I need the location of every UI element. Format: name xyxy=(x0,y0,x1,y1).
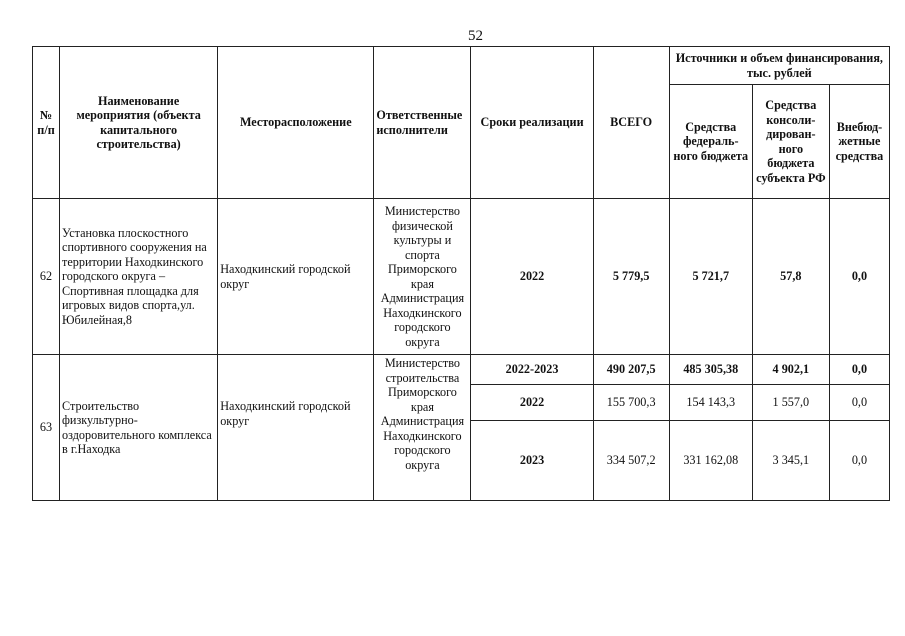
row-period: 2022 xyxy=(471,199,593,355)
header-total: ВСЕГО xyxy=(593,47,669,199)
header-regional: Средства консоли-дирован-ного бюджета субъекта РФ xyxy=(752,85,829,199)
row-federal: 5 721,7 xyxy=(669,199,752,355)
table-row xyxy=(33,199,890,355)
row-no: 62 xyxy=(33,199,60,355)
row-offbudget: 0,0 xyxy=(829,199,889,355)
row-period: 2022-2023 xyxy=(471,355,593,385)
header-offbudget: Внебюд-жетные средства xyxy=(829,85,889,199)
header-name: Наименование мероприятия (объекта капитального строительства) xyxy=(60,47,218,199)
header-federal: Средства федераль-ного бюджета xyxy=(669,85,752,199)
header-responsible: Ответственные исполнители xyxy=(374,47,471,199)
row-name: Строительство физкультурно-оздоровительного комплекса в г.Находка xyxy=(60,355,218,501)
row-period: 2022 xyxy=(471,385,593,421)
header-no: № п/п xyxy=(33,47,60,199)
row-federal: 331 162,08 xyxy=(669,421,752,501)
row-location: Находкинский городской округ xyxy=(218,355,374,501)
row-federal: 154 143,3 xyxy=(669,385,752,421)
row-total: 490 207,5 xyxy=(593,355,669,385)
header-sources: Источники и объем финансирования, тыс. рублей xyxy=(669,47,889,85)
row-total: 155 700,3 xyxy=(593,385,669,421)
row-federal: 485 305,38 xyxy=(669,355,752,385)
financing-table xyxy=(32,46,890,501)
row-responsible: Министерство строительства Приморского края Администрация Находкинского городского округа xyxy=(374,355,471,501)
row-total: 334 507,2 xyxy=(593,421,669,501)
header-location: Месторасположение xyxy=(218,47,374,199)
row-regional: 1 557,0 xyxy=(752,385,829,421)
row-offbudget: 0,0 xyxy=(829,421,889,501)
row-responsible: Министерство физической культуры и спорта Приморского края Администрация Находкинского городского округа xyxy=(374,199,471,355)
row-regional: 3 345,1 xyxy=(752,421,829,501)
row-location: Находкинский городской округ xyxy=(218,199,374,355)
row-period: 2023 xyxy=(471,421,593,501)
row-offbudget: 0,0 xyxy=(829,355,889,385)
row-total: 5 779,5 xyxy=(593,199,669,355)
row-name: Установка плоскостного спортивного сооружения на территории Находкинского городского округа – Спортивная площадка для игровых видов спорта,ул. Юбилейная,8 xyxy=(60,199,218,355)
row-regional: 57,8 xyxy=(752,199,829,355)
row-no: 63 xyxy=(33,355,60,501)
row-offbudget: 0,0 xyxy=(829,385,889,421)
row-regional: 4 902,1 xyxy=(752,355,829,385)
table-row xyxy=(33,355,890,385)
page-number: 52 xyxy=(468,28,483,44)
header-period: Сроки реализации xyxy=(471,47,593,199)
